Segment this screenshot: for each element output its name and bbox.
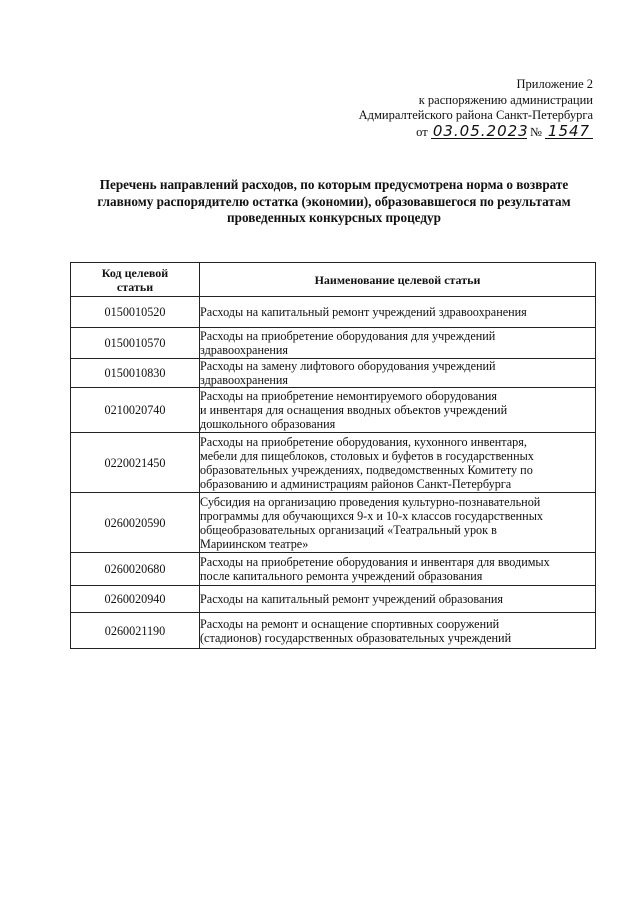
target-code-cell: 0150010830 xyxy=(71,359,200,388)
table-row xyxy=(71,388,596,433)
target-name-line: и инвентаря для оснащения вводных объектов учреждений xyxy=(200,403,508,417)
target-name-cell xyxy=(200,586,596,613)
title-line-1: Перечень направлений расходов, по которым предусмотрена норма о возврате xyxy=(99,177,569,192)
table-row xyxy=(71,328,596,359)
target-code-cell: 0260020940 xyxy=(71,586,200,613)
target-code-cell: 0220021450 xyxy=(71,433,200,493)
table-header-row xyxy=(71,263,596,297)
target-name-cell xyxy=(200,328,596,359)
target-code-cell: 0150010520 xyxy=(71,297,200,328)
target-code-cell: 0260021190 xyxy=(71,613,200,649)
target-name-line: Расходы на приобретение немонтируемого оборудования xyxy=(200,389,498,403)
document-title xyxy=(60,177,608,227)
table-row xyxy=(71,297,596,328)
target-name-cell xyxy=(200,388,596,433)
table-row xyxy=(71,613,596,649)
target-name-line: программы для обучающихся 9-х и 10-х классов государственных xyxy=(200,508,543,523)
handwritten-number: 1547 xyxy=(545,124,593,139)
target-name-line: образованию и администрациям районов Санкт-Петербурга xyxy=(200,476,512,491)
date-prefix: от xyxy=(416,124,428,139)
target-name-line: Расходы на капитальный ремонт учреждений образования xyxy=(200,592,504,606)
target-name-line: Расходы на капитальный ремонт учреждений здравоохранения xyxy=(200,305,527,319)
target-name-line: Мариинском театре» xyxy=(200,536,309,551)
target-name-line: общеобразовательных организаций «Театральный урок в xyxy=(200,522,497,537)
target-name-line: здравоохранения xyxy=(200,343,289,357)
target-code-cell: 0260020680 xyxy=(71,553,200,586)
target-name-cell xyxy=(200,493,596,553)
target-name-cell xyxy=(200,613,596,649)
target-name-line: Расходы на приобретение оборудования, кухонного инвентаря, xyxy=(200,434,527,449)
header-code xyxy=(71,263,200,297)
table-row xyxy=(71,586,596,613)
header-code-line-1: Код целевой xyxy=(101,265,169,280)
handwritten-date: 03.05.2023 xyxy=(432,121,529,140)
target-name-line: мебели для пищеблоков, столовых и буфетов в государственных xyxy=(200,448,534,463)
appendix-block xyxy=(359,77,593,140)
target-name-line: Расходы на замену лифтового оборудования учреждений xyxy=(200,359,496,373)
target-name-line: после капитального ремонта учреждений образования xyxy=(200,569,483,583)
target-name-line: (стадионов) государственных образовательных учреждений xyxy=(200,630,512,645)
expenses-table xyxy=(70,262,596,649)
target-name-cell xyxy=(200,433,596,493)
target-name-line: Расходы на приобретение оборудования и инвентаря для вводимых xyxy=(200,555,550,569)
target-name-line: Субсидия на организацию проведения культурно-познавательной xyxy=(200,494,541,509)
title-line-3: проведенных конкурсных процедур xyxy=(227,210,441,225)
table-row xyxy=(71,433,596,493)
appendix-order-ref: к распоряжению администрации xyxy=(418,92,593,107)
table-row xyxy=(71,553,596,586)
appendix-date-number xyxy=(359,121,593,141)
target-name-cell xyxy=(200,553,596,586)
target-name-cell xyxy=(200,297,596,328)
table-row xyxy=(71,359,596,388)
number-prefix: № xyxy=(529,124,542,139)
target-code-cell: 0150010570 xyxy=(71,328,200,359)
target-name-line: Расходы на приобретение оборудования для учреждений xyxy=(200,329,496,343)
target-code-cell: 0260020590 xyxy=(71,493,200,553)
target-code-cell: 0210020740 xyxy=(71,388,200,433)
target-name-cell xyxy=(200,359,596,388)
title-line-2: главному распорядителю остатка (экономии), образовавшегося по результатам xyxy=(97,193,571,209)
target-name-line: здравоохранения xyxy=(200,373,289,387)
target-name-line: образовательных учреждениях, подведомственных Комитету по xyxy=(200,462,533,477)
table-row xyxy=(71,493,596,553)
appendix-title: Приложение 2 xyxy=(516,77,593,91)
appendix-district: Адмиралтейского района Санкт-Петербурга xyxy=(358,108,593,122)
header-code-line-2: статьи xyxy=(116,279,154,294)
table-body xyxy=(71,297,596,649)
target-name-line: Расходы на ремонт и оснащение спортивных сооружений xyxy=(200,616,500,631)
target-name-line: дошкольного образования xyxy=(200,417,336,431)
header-name: Наименование целевой статьи xyxy=(200,263,596,297)
